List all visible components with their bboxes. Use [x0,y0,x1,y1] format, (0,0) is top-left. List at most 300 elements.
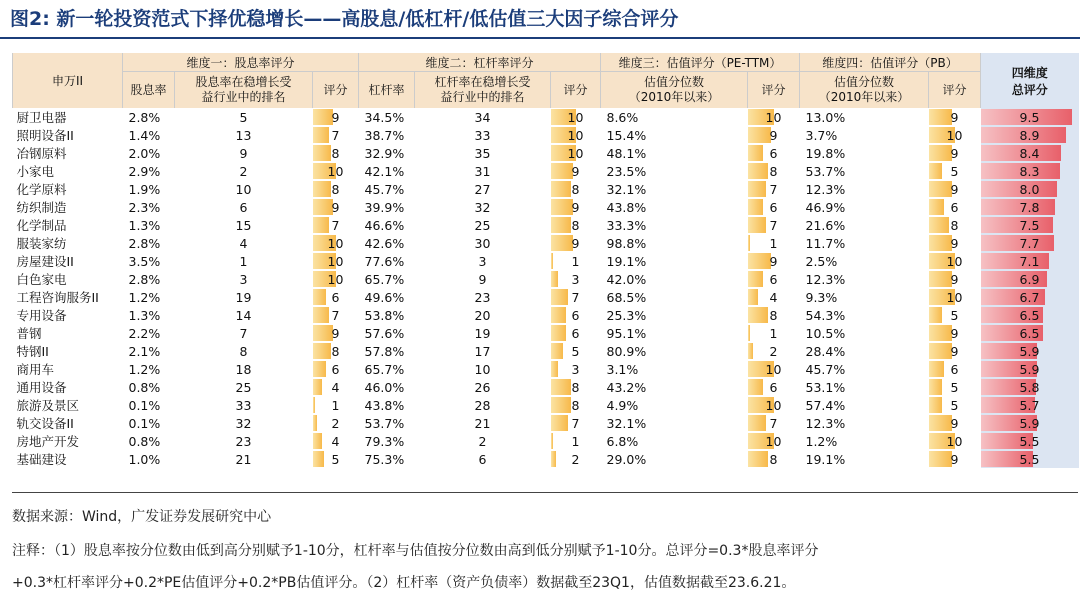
score-cell [929,126,981,144]
score-bar [313,127,329,143]
score-cell [313,396,359,414]
score-cell [551,360,601,378]
value-cell: 1.3% [128,217,161,233]
score-cell [748,252,800,270]
score-cell [313,288,359,306]
score-value: 10 [327,271,344,287]
score-value: 9 [571,163,580,179]
value-cell: 3.5% [128,253,161,269]
score-value: 7.1 [1019,253,1040,269]
score-value: 10 [946,289,963,305]
rank-cell: 34 [474,109,491,125]
score-cell [748,234,800,252]
rank-cell: 28 [474,397,491,413]
table-row [13,450,1079,468]
table-row [13,108,1079,126]
score-cell [748,378,800,396]
total-score-cell [981,432,1079,450]
rank-cell: 8 [239,343,248,359]
score-bar [929,343,952,359]
score-value: 8 [571,379,580,395]
score-value: 6 [950,199,959,215]
score-cell [551,270,601,288]
industry-name: 基础建设 [16,452,67,467]
rank-cell: 7 [239,325,248,341]
score-bar [929,163,942,179]
rank-cell: 19 [474,325,491,341]
score-bar [748,127,771,143]
score-value: 5.8 [1019,379,1040,395]
score-value: 9 [950,145,959,161]
score-cell [551,378,601,396]
rank-cell: 25 [474,217,491,233]
score-bar [929,361,945,377]
score-value: 8 [769,307,778,323]
score-cell [748,360,800,378]
value-cell: 42.6% [364,235,405,251]
score-value: 7 [331,217,340,233]
score-cell [551,306,601,324]
rank-cell: 21 [474,415,491,431]
score-value: 5 [571,343,580,359]
score-cell [929,270,981,288]
score-bar [313,109,334,125]
value-cell: 53.7% [364,415,405,431]
score-cell [551,396,601,414]
score-value: 5.7 [1019,397,1040,413]
value-cell: 2.8% [128,235,161,251]
score-value: 5.9 [1019,343,1040,359]
total-score-cell [981,180,1079,198]
score-value: 4 [331,433,340,449]
rank-cell: 32 [235,415,252,431]
pe-score-header: 评分 [748,72,800,109]
score-cell [551,216,601,234]
value-cell: 1.4% [128,127,161,143]
value-cell: 43.8% [364,397,405,413]
score-value: 8 [331,181,340,197]
value-cell: 32.1% [606,415,647,431]
score-bar [748,199,764,215]
total-score-cell [981,342,1079,360]
industry-name: 房屋建设II [16,254,74,269]
score-cell [929,414,981,432]
score-bar [313,325,334,341]
score-value: 9 [571,199,580,215]
value-cell: 80.9% [606,343,647,359]
industry-name: 通用设备 [16,380,67,395]
score-value: 8 [571,397,580,413]
score-bar [929,109,952,125]
score-value: 5 [950,163,959,179]
score-cell [929,252,981,270]
score-value: 5 [950,307,959,323]
rank-cell: 15 [235,217,252,233]
rank-cell: 6 [478,451,487,467]
total-score-cell [981,198,1079,216]
value-cell: 2.8% [128,109,161,125]
score-cell [929,234,981,252]
value-cell: 39.9% [364,199,405,215]
leverage-rank-header: 杠杆率在稳增长受 益行业中的排名 [415,72,551,109]
score-bar [313,361,327,377]
value-cell: 77.6% [364,253,405,269]
value-cell: 53.1% [805,379,846,395]
score-cell [748,342,800,360]
score-bar [748,289,758,305]
score-cell [929,324,981,342]
score-value: 8 [769,163,778,179]
score-value: 10 [946,253,963,269]
score-bar [313,451,325,467]
rank-cell: 19 [235,289,252,305]
score-value: 6.5 [1019,307,1040,323]
score-cell [748,126,800,144]
total-score-cell [981,360,1079,378]
score-cell [313,198,359,216]
score-bar [313,289,327,305]
value-cell: 1.2% [128,289,161,305]
total-score-cell [981,450,1079,468]
score-bar [551,163,574,179]
score-cell [313,270,359,288]
score-value: 8 [331,145,340,161]
score-value: 4 [769,289,778,305]
score-cell [313,306,359,324]
rank-cell: 31 [474,163,491,179]
table-row [13,306,1079,324]
rank-cell: 17 [474,343,491,359]
score-value: 2 [571,451,580,467]
score-cell [313,324,359,342]
score-bar [551,361,559,377]
score-cell [551,288,601,306]
score-bar [551,289,569,305]
score-bar [748,181,766,197]
rank-cell: 9 [478,271,487,287]
rank-cell: 9 [239,145,248,161]
value-cell: 2.1% [128,343,161,359]
score-cell [313,252,359,270]
total-score-cell [981,126,1079,144]
score-cell [929,342,981,360]
score-bar [929,325,952,341]
value-cell: 21.6% [805,217,846,233]
value-cell: 1.2% [805,433,838,449]
score-bar [551,451,556,467]
score-cell [748,450,800,468]
score-cell [748,270,800,288]
score-cell [551,198,601,216]
table-row [13,198,1079,216]
value-cell: 75.3% [364,451,405,467]
total-score-bar [981,199,1056,215]
score-bar [748,253,771,269]
figure-title: 图2: 新一轮投资范式下择优稳增长——高股息/低杠杆/低估值三大因子综合评分 [10,8,679,30]
score-value: 9 [950,181,959,197]
score-bar [313,415,318,431]
score-cell [748,432,800,450]
rank-cell: 33 [474,127,491,143]
industry-name: 旅游及景区 [16,398,80,413]
score-cell [551,144,601,162]
score-cell [313,162,359,180]
score-bar [551,343,564,359]
score-cell [929,306,981,324]
score-cell [551,234,601,252]
value-cell: 4.9% [606,397,639,413]
score-value: 9 [950,343,959,359]
score-cell [748,108,800,126]
value-cell: 49.6% [364,289,405,305]
score-value: 8.3 [1019,163,1040,179]
score-bar [313,181,331,197]
score-value: 7 [769,181,778,197]
total-score-cell [981,396,1079,414]
value-cell: 25.3% [606,307,647,323]
score-value: 2 [769,343,778,359]
footnote-line-1: 注释：（1）股息率按分位数由低到高分别赋予1-10分，杠杆率与估值按分位数由高到低分别赋予1-10分。总评分=0.3*股息率评分 [12,543,819,559]
dim1-header: 维度一：股息率评分 [123,53,359,72]
table-row [13,396,1079,414]
score-bar [551,253,554,269]
score-value: 5.5 [1019,451,1040,467]
score-bar [551,217,571,233]
value-cell: 6.8% [606,433,639,449]
leverage-header: 杠杆率 [359,72,415,109]
score-bar [748,271,764,287]
value-cell: 57.6% [364,325,405,341]
industry-column-header: 申万II [13,53,123,108]
score-value: 2 [331,415,340,431]
score-value: 1 [571,433,580,449]
score-cell [313,342,359,360]
score-cell [929,216,981,234]
score-bar [551,199,574,215]
value-cell: 45.7% [364,181,405,197]
score-bar [748,415,766,431]
value-cell: 23.5% [606,163,647,179]
score-value: 10 [765,109,782,125]
value-cell: 2.5% [805,253,838,269]
score-value: 5 [950,397,959,413]
score-cell [929,108,981,126]
score-cell [748,306,800,324]
score-cell [748,180,800,198]
score-bar [748,325,751,341]
rank-cell: 10 [235,181,252,197]
score-value: 10 [765,397,782,413]
rank-cell: 25 [235,379,252,395]
table-row [13,414,1079,432]
score-value: 10 [946,433,963,449]
score-cell [748,144,800,162]
dim4-header: 维度四：估值评分（PB） [800,53,981,72]
score-value: 10 [567,109,584,125]
value-cell: 43.8% [606,199,647,215]
score-value: 10 [946,127,963,143]
value-cell: 12.3% [805,415,846,431]
value-cell: 8.6% [606,109,639,125]
rank-cell: 26 [474,379,491,395]
score-value: 6 [331,289,340,305]
total-score-cell [981,216,1079,234]
score-value: 7 [769,217,778,233]
total-score-bar [981,181,1058,197]
industry-name: 工程咨询服务II [16,290,99,305]
score-value: 10 [567,145,584,161]
rank-cell: 32 [474,199,491,215]
rank-cell: 20 [474,307,491,323]
score-bar [313,343,331,359]
value-cell: 28.4% [805,343,846,359]
rank-cell: 14 [235,307,252,323]
value-cell: 29.0% [606,451,647,467]
score-value: 7.7 [1019,235,1040,251]
score-value: 9 [571,235,580,251]
industry-name: 房地产开发 [16,434,80,449]
score-cell [313,360,359,378]
value-cell: 11.7% [805,235,846,251]
score-cell [551,180,601,198]
rank-cell: 4 [239,235,248,251]
industry-name: 轨交设备II [16,416,74,431]
score-value: 8 [769,451,778,467]
value-cell: 12.3% [805,271,846,287]
score-value: 7.5 [1019,217,1040,233]
score-cell [313,432,359,450]
score-value: 7 [769,415,778,431]
score-cell [551,162,601,180]
value-cell: 19.1% [606,253,647,269]
score-value: 6 [331,361,340,377]
score-bar [929,271,952,287]
score-value: 6 [769,271,778,287]
score-cell [551,414,601,432]
score-bar [929,379,942,395]
value-cell: 1.3% [128,307,161,323]
score-value: 8 [571,181,580,197]
score-bar [551,325,566,341]
total-score-bar [981,235,1055,251]
score-bar [748,163,769,179]
value-cell: 13.0% [805,109,846,125]
dividend-score-header: 评分 [313,72,359,109]
score-value: 6 [571,325,580,341]
score-value: 1 [769,235,778,251]
rank-cell: 30 [474,235,491,251]
score-value: 6.7 [1019,289,1040,305]
score-value: 7 [331,127,340,143]
rank-cell: 21 [235,451,252,467]
value-cell: 34.5% [364,109,405,125]
total-score-cell [981,324,1079,342]
score-value: 9 [331,199,340,215]
total-score-cell [981,306,1079,324]
score-cell [929,162,981,180]
score-value: 10 [765,361,782,377]
dividend-rank-header: 股息率在稳增长受 益行业中的排名 [175,72,313,109]
value-cell: 19.1% [805,451,846,467]
value-cell: 1.2% [128,361,161,377]
value-cell: 53.8% [364,307,405,323]
score-cell [551,108,601,126]
score-cell [929,432,981,450]
score-bar [929,181,952,197]
rank-cell: 3 [239,271,248,287]
industry-name: 冶钢原料 [16,146,67,161]
score-cell [929,144,981,162]
table-row [13,234,1079,252]
score-cell [929,450,981,468]
rank-cell: 13 [235,127,252,143]
score-value: 8.9 [1019,127,1040,143]
table-row [13,126,1079,144]
score-bar [748,343,753,359]
score-value: 9 [950,415,959,431]
pe-quantile-header: 估值分位数 （2010年以来） [601,72,748,109]
score-bar [748,379,764,395]
score-value: 1 [769,325,778,341]
total-score-header: 四维度 总评分 [981,53,1079,108]
pb-score-header: 评分 [929,72,981,109]
score-value: 9 [769,127,778,143]
value-cell: 15.4% [606,127,647,143]
score-bar [929,145,952,161]
table-row [13,360,1079,378]
score-bar [929,415,952,431]
score-value: 3 [571,271,580,287]
score-bar [313,307,329,323]
total-score-cell [981,288,1079,306]
value-cell: 1.0% [128,451,161,467]
value-cell: 33.3% [606,217,647,233]
title-divider [0,37,1080,39]
industry-name: 化学制品 [16,218,67,233]
score-value: 8 [950,217,959,233]
value-cell: 46.9% [805,199,846,215]
score-value: 6 [769,199,778,215]
score-cell [929,198,981,216]
value-cell: 32.1% [606,181,647,197]
score-value: 6 [950,361,959,377]
total-score-cell [981,144,1079,162]
score-bar [313,379,322,395]
table-row [13,252,1079,270]
value-cell: 9.3% [805,289,838,305]
score-bar [551,307,566,323]
score-cell [748,396,800,414]
score-value: 8 [571,217,580,233]
score-bar [313,145,331,161]
score-cell [313,378,359,396]
value-cell: 46.0% [364,379,405,395]
score-value: 10 [567,127,584,143]
score-value: 9 [950,109,959,125]
table-row [13,180,1079,198]
industry-name: 专用设备 [16,308,67,323]
score-value: 1 [331,397,340,413]
value-cell: 57.4% [805,397,846,413]
industry-name: 特钢II [16,344,49,359]
rank-cell: 27 [474,181,491,197]
leverage-score-header: 评分 [551,72,601,109]
value-cell: 42.1% [364,163,405,179]
value-cell: 0.8% [128,433,161,449]
score-bar [748,307,769,323]
value-cell: 46.6% [364,217,405,233]
score-cell [929,180,981,198]
